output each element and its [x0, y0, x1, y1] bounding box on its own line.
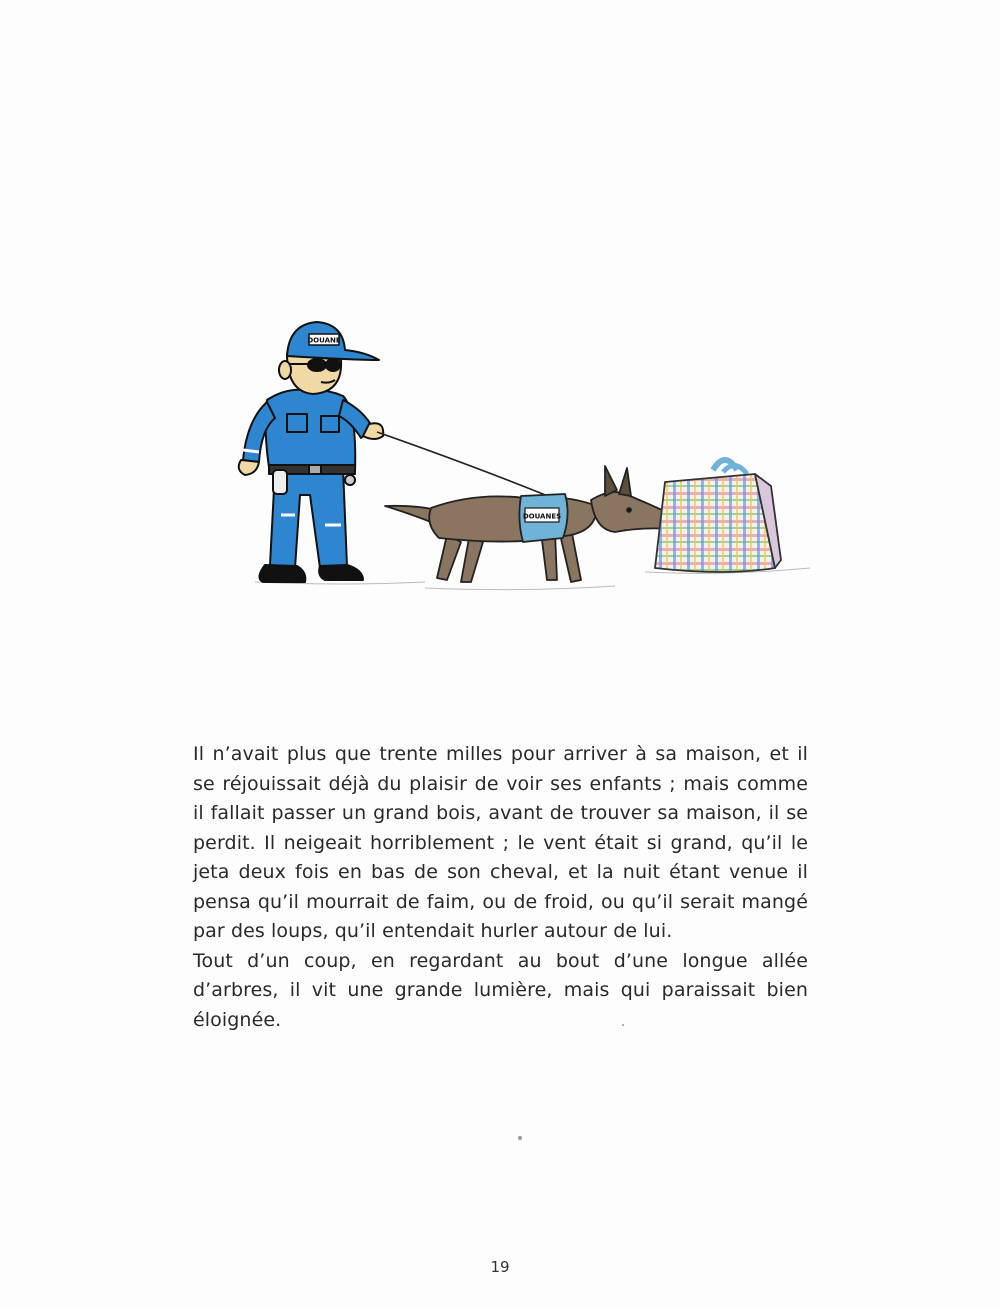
- checkered-bag: [655, 460, 781, 572]
- customs-officer: [239, 322, 383, 582]
- dog-vest-label: DOUANES: [522, 512, 562, 521]
- page-number: 19: [490, 1258, 510, 1276]
- leash: [377, 432, 570, 505]
- cap-label: DOUANE: [307, 336, 341, 345]
- customs-illustration: [225, 310, 825, 610]
- scan-speck: [622, 1024, 624, 1026]
- body-text: [193, 740, 808, 1035]
- paragraph-2: Tout d’un coup, en regardant au bout d’une longue allée d’arbres, il vit une grande lumière, mais qui paraissait bien éloignée.: [193, 949, 808, 1031]
- sniffer-dog: [385, 466, 687, 582]
- paragraph-1: Il n’avait plus que trente milles pour arriver à sa maison, et il se réjouissait déjà du plaisir de voir ses enfants ; mais comme il fallait passer un grand bois, avant de trouver sa maison, il se perdit. Il neigeait horriblement ; le vent était si grand, qu’il le jeta deux fois en bas de son cheval, et la nuit étant venue il pensa qu’il mourrait de faim, ou de froid, ou qu’il serait mangé par des loups, qu’il entendait hurler autour de lui.: [193, 743, 808, 942]
- scan-speck: [518, 1136, 522, 1140]
